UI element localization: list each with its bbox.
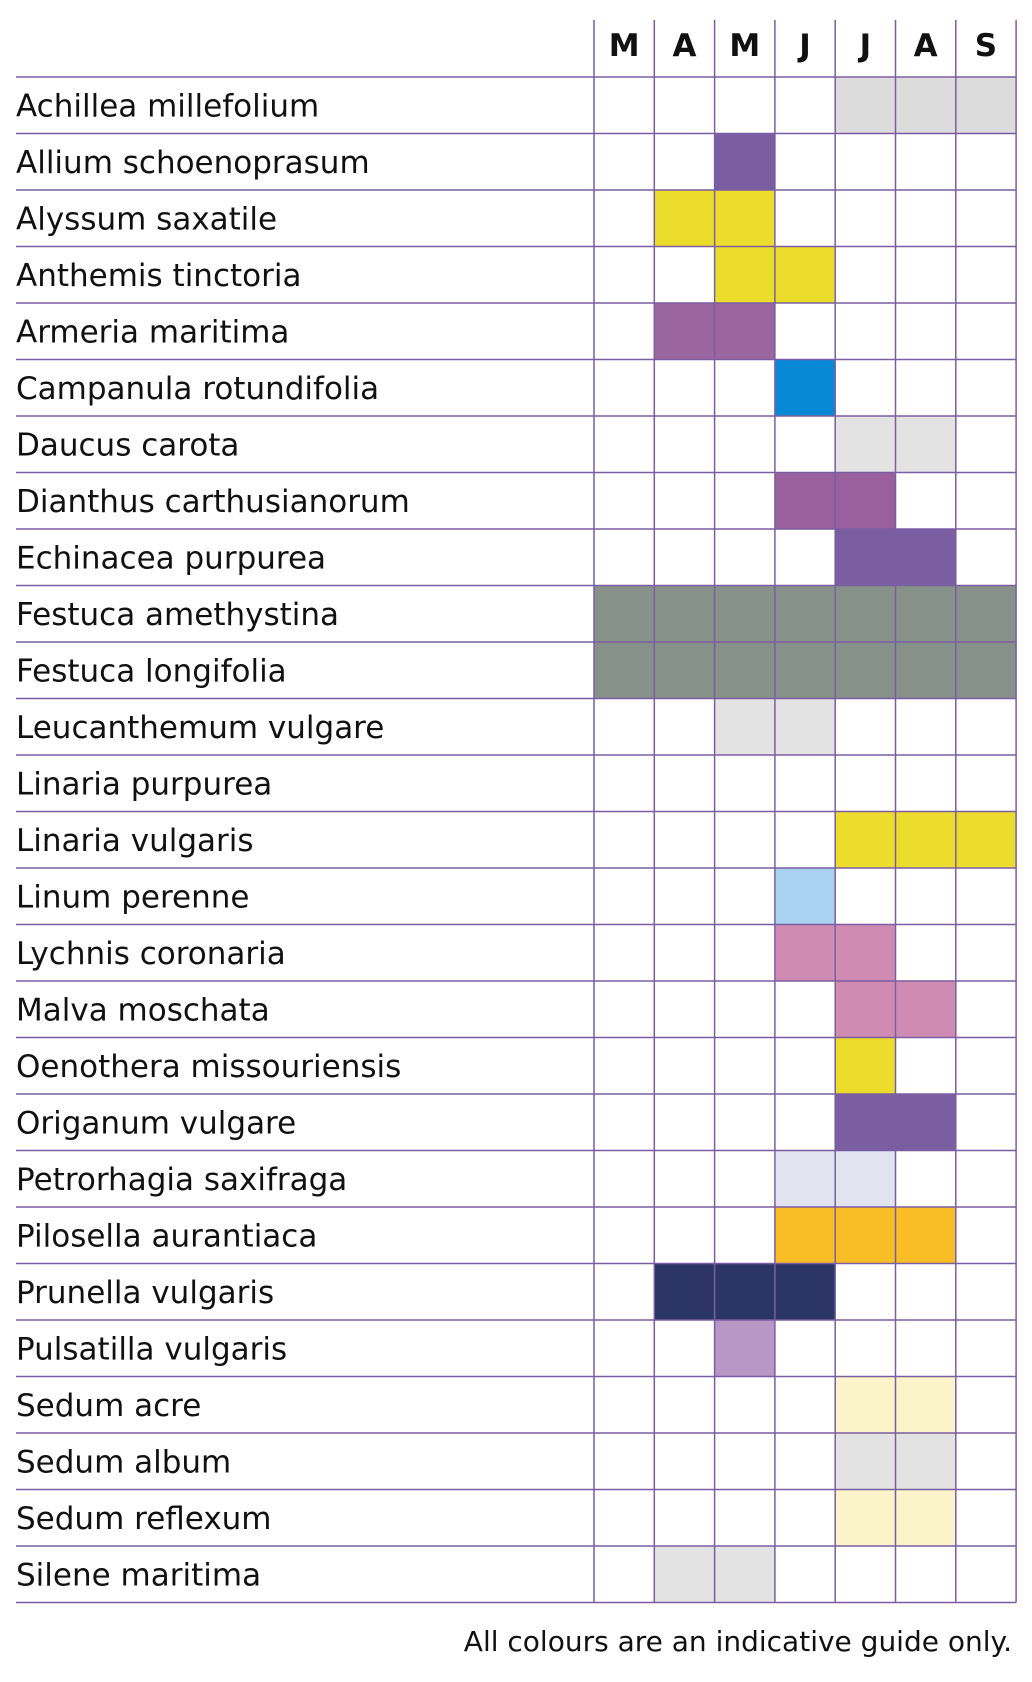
month-label: S xyxy=(974,28,998,64)
bloom-cell xyxy=(775,360,835,417)
bloom-cell xyxy=(775,1151,835,1208)
plant-name: Achillea millefolium xyxy=(16,88,320,125)
plant-name: Sedum acre xyxy=(16,1387,202,1424)
month-label: M xyxy=(729,28,761,64)
bloom-cell xyxy=(654,586,714,643)
bloom-cell xyxy=(835,529,895,586)
plant-name: Malva moschata xyxy=(16,992,270,1029)
plant-name: Origanum vulgare xyxy=(16,1105,297,1142)
bloom-cell xyxy=(654,303,714,360)
bloom-cell xyxy=(775,868,835,925)
bloom-cell xyxy=(896,1207,956,1264)
bloom-cell xyxy=(896,812,956,869)
plant-name: Linaria vulgaris xyxy=(16,822,254,859)
bloom-cell xyxy=(775,586,835,643)
bloom-cell xyxy=(835,1433,895,1490)
bloom-cell xyxy=(956,812,1016,869)
bloom-cell xyxy=(835,981,895,1038)
bloom-cell xyxy=(715,247,775,304)
plant-name: Lychnis coronaria xyxy=(16,935,286,972)
bloom-cell xyxy=(896,416,956,473)
bloom-cell xyxy=(715,134,775,191)
bloom-cell xyxy=(654,190,714,247)
month-label: A xyxy=(672,28,697,64)
bloom-cell xyxy=(715,303,775,360)
bloom-cell xyxy=(835,1377,895,1434)
bloom-cell xyxy=(896,1377,956,1434)
bloom-cell xyxy=(896,1433,956,1490)
bloom-cell xyxy=(715,642,775,699)
bloom-cell xyxy=(775,1207,835,1264)
month-label: M xyxy=(608,28,640,64)
bloom-cell xyxy=(715,190,775,247)
plant-name: Daucus carota xyxy=(16,427,240,464)
plant-name: Festuca longifolia xyxy=(16,653,287,690)
bloom-cell xyxy=(775,247,835,304)
bloom-cell xyxy=(956,586,1016,643)
bloom-cell xyxy=(775,699,835,756)
plant-name: Leucanthemum vulgare xyxy=(16,709,385,746)
bloom-cell xyxy=(715,1320,775,1377)
bloom-cell xyxy=(835,586,895,643)
bloom-cell xyxy=(775,925,835,982)
bloom-cell xyxy=(835,416,895,473)
bloom-cell xyxy=(715,586,775,643)
bloom-cell xyxy=(896,77,956,134)
bloom-cell xyxy=(715,1264,775,1321)
bloom-cell xyxy=(835,1207,895,1264)
cells-layer xyxy=(594,77,1016,1603)
plant-name: Linaria purpurea xyxy=(16,766,273,803)
plant-name: Armeria maritima xyxy=(16,314,290,351)
bloom-cell xyxy=(715,699,775,756)
bloom-cell xyxy=(715,1546,775,1603)
month-label: J xyxy=(799,28,811,64)
bloom-cell xyxy=(835,1038,895,1095)
plant-name: Oenothera missouriensis xyxy=(16,1048,402,1085)
bloom-cell xyxy=(835,1094,895,1151)
plant-name: Festuca amethystina xyxy=(16,596,340,633)
bloom-cell xyxy=(775,473,835,530)
plant-name: Sedum reflexum xyxy=(16,1500,272,1537)
plant-name: Prunella vulgaris xyxy=(16,1274,275,1311)
bloom-cell xyxy=(654,1264,714,1321)
labels-layer xyxy=(16,28,997,1593)
plant-name: Dianthus carthusianorum xyxy=(16,483,410,520)
bloom-cell xyxy=(654,1546,714,1603)
plant-name: Sedum album xyxy=(16,1444,232,1481)
plant-name: Alyssum saxatile xyxy=(16,201,278,238)
bloom-cell xyxy=(594,586,654,643)
bloom-cell xyxy=(654,642,714,699)
bloom-cell xyxy=(835,925,895,982)
footnote: All colours are an indicative guide only. xyxy=(463,1625,1012,1658)
bloom-cell xyxy=(896,529,956,586)
plant-name: Silene maritima xyxy=(16,1557,262,1594)
month-label: J xyxy=(859,28,872,64)
plant-name: Campanula rotundifolia xyxy=(16,370,380,407)
plant-name: Linum perenne xyxy=(16,879,250,916)
month-label: A xyxy=(913,28,938,64)
bloom-cell xyxy=(775,642,835,699)
bloom-cell xyxy=(835,642,895,699)
bloom-cell xyxy=(835,1490,895,1547)
bloom-cell xyxy=(835,77,895,134)
bloom-cell xyxy=(896,642,956,699)
bloom-cell xyxy=(896,1094,956,1151)
bloom-cell xyxy=(594,642,654,699)
plant-name: Pulsatilla vulgaris xyxy=(16,1331,288,1368)
plant-name: Petrorhagia saxifraga xyxy=(16,1161,348,1198)
bloom-cell xyxy=(956,642,1016,699)
bloom-cell xyxy=(835,812,895,869)
plant-name: Allium schoenoprasum xyxy=(16,144,370,181)
plant-name: Echinacea purpurea xyxy=(16,540,327,577)
bloom-cell xyxy=(775,1264,835,1321)
bloom-cell xyxy=(835,473,895,530)
bloom-cell xyxy=(896,586,956,643)
plant-name: Pilosella aurantiaca xyxy=(16,1218,318,1255)
bloom-cell xyxy=(896,1490,956,1547)
bloom-cell xyxy=(956,77,1016,134)
bloom-cell xyxy=(835,1151,895,1208)
plant-name: Anthemis tinctoria xyxy=(16,257,302,294)
bloom-cell xyxy=(896,981,956,1038)
